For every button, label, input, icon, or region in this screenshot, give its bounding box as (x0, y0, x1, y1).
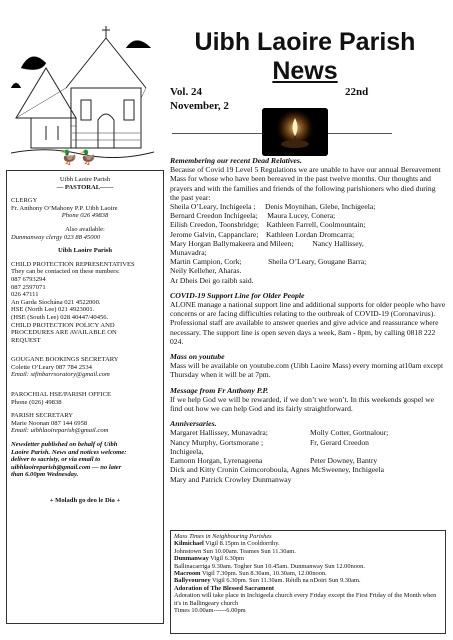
newsletter-line: Laoire Parish. News and notices welcome: (11, 448, 127, 456)
duck-ornament-icon: 🦆🦆 (60, 151, 99, 166)
title-line-2: News (272, 57, 338, 85)
clergy-name: Fr. Anthony O’Mahony P.P. Uibh Laoire (11, 204, 118, 212)
para-covid-support: ALONE manage a national support line and additional supports for older people who have concerns or are facing difficulties relating to the outbreak of COVID-19 (Coronavirus). Professional staff are available to answer queries and give advice and reassurance where necessary. The support line is open seven days a week, 8am - 8pm, by calling 0818 222 024. (170, 300, 446, 346)
adoration-text: Adoration will take place in Inchigeela church every Friday except the First Friday of the Month when it's in Ballingeary church (174, 592, 437, 607)
sidebar-parish: Uibh Laoire Parish (59, 176, 111, 183)
list-item: Martin Campion, Cork; Sheila O’Leary, Gougane Barra; (170, 257, 367, 267)
place-name: Ballyvourney (174, 577, 211, 585)
issue-number: 22nd (345, 86, 369, 98)
anniv-left: Dick and Kitty Cronin Ceimcoroboula, Agnes McSweeney, Inchigeela (170, 465, 384, 475)
anniv-left: Eamonn Horgan, Lyrenageena (170, 456, 263, 466)
place-times: Vigil 7.30pm. Sun 8.30am, 10.30am, 12.00noon. (200, 570, 327, 578)
office-label: PAROCHIAL HSE/PARISH OFFICE (11, 391, 112, 399)
list-item: Bernard Creedon Inchigeela; Maura Lucey, Conera; (170, 211, 336, 221)
gougane-label: GOUGANE BOOKINGS SECRETARY (11, 356, 119, 364)
adoration-heading: Adoration of The Blessed Sacrament (174, 584, 275, 592)
secretary-name: Marie Noonan 087 144 6958 (11, 419, 88, 427)
office-phone: Phone (026) 49838 (11, 398, 62, 406)
mass-times-box (170, 530, 446, 634)
issue-date: November, 2 (170, 100, 229, 112)
cp-line: (HSE (South Lee) 028 40447/40456. (11, 313, 109, 321)
sidebar-pastoral: — PASTORAL—— (56, 183, 114, 191)
mass-line (174, 555, 442, 562)
place-times: Vigil 6.30pm. Sun 11.30am. Réidh na nDoiri Sun 9.30am. (210, 577, 361, 585)
list-item: Eilish Creedon, Toonsbridge; Kathleen Farrell, Coolmountain; (170, 220, 366, 230)
deceased-list (170, 202, 446, 285)
anniv-right: Fr, Gerard Creedon (310, 437, 369, 447)
list-item: Ar Dheis Dei go raibh said. (170, 275, 254, 285)
newsletter-line: than 6.00pm Wednesday. (11, 471, 79, 479)
heading-message-fr: Message from Fr Anthony P.P. (170, 385, 269, 395)
secretary-label: PARISH SECRETARY (11, 412, 74, 420)
gougane-contact: Colette O’Leary 087 784 2534 (11, 363, 92, 371)
cp-line: 087 6793294 (11, 275, 46, 283)
anniv-left: Nancy Murphy, Gortsmorane ; (170, 437, 264, 447)
mass-line: Johnstown Sun 10.00am. Teames Sun 11.30am. (174, 547, 296, 555)
cp-line: CHILD PROTECTION POLICY AND (11, 321, 115, 329)
church-illustration (6, 8, 156, 158)
mass-line (174, 570, 442, 577)
cp-line: 026 47111 (11, 291, 39, 299)
newsletter-title (160, 28, 450, 86)
cp-line: They can be contacted on these numbers: (11, 268, 120, 276)
list-item (170, 438, 446, 447)
mass-line (174, 540, 442, 547)
list-item: Neily Kelleher, Aharas. (170, 266, 242, 276)
list-item: Munavadra; (170, 248, 207, 258)
child-protection-block (11, 261, 159, 345)
place-name: Macroom (174, 570, 201, 578)
blessing: + Moladh go deo le Dia + (49, 497, 121, 504)
newsletter-line: Newsletter published on behalf of Uibh (11, 441, 118, 449)
list-item (170, 428, 446, 437)
place-times: Vigil 6.30pm (208, 555, 244, 563)
anniv-left: Margaret Hallissey, Munavadra; (170, 428, 268, 438)
list-item (170, 465, 446, 474)
place-name: Kilmichael (174, 540, 204, 548)
cp-line: PROCEDURES ARE AVAILABLE ON (11, 329, 117, 337)
adoration-times: Times 10.00am------6.00pm (174, 607, 246, 615)
clergy-phone: Phone 026 49838 (61, 212, 109, 220)
title-line-1: Uibh Laoire Parish (194, 28, 416, 56)
heading-covid-support: COVID-19 Support Line for Older People (170, 290, 305, 300)
place-name: Dunmanway (174, 555, 209, 563)
cp-line: CHILD PROTECTION REPRESENTATIVES (11, 260, 135, 268)
newsletter-line: uibhlaoireparish@gmail.com — no later (11, 463, 122, 471)
cp-line: REQUEST (11, 336, 41, 344)
anniv-left: Mary and Patrick Crowley Dunmanway (170, 474, 292, 484)
main-column (170, 156, 446, 484)
sidebar-parish-2: Uibh Laoire Parish (57, 247, 113, 255)
mass-line (174, 577, 442, 584)
heading-dead-relatives: Remembering our recent Dead Relatives. (170, 156, 302, 165)
mass-times-heading: Mass Times in Neighbouring Parishes (174, 533, 272, 540)
heading-anniversaries: Anniversaries. (170, 419, 217, 429)
secretary-email[interactable]: Email: uibhlaoireparish@gmail.com (11, 427, 109, 435)
list-item: Sheila O’Leary, Inchigeela ; Denis Moynihan, Glebe, Inchigeela; (170, 202, 376, 212)
newsletter-note (11, 441, 159, 479)
heading-mass-youtube: Mass on youtube (170, 352, 225, 362)
para-bereavement: Because of Covid 19 Level 5 Regulations we are unable to have our annual Bereavement Mass for whose who have been bereaved in the past twelve months. Our thoughts and prayers and with the families and friends of the following parishioners who died during the past year: (170, 165, 441, 202)
list-item (170, 447, 446, 456)
clergy-label: CLERGY (11, 197, 38, 205)
anniversaries-list (170, 428, 446, 483)
anniv-left: Inchigeela, (170, 446, 204, 456)
list-item (170, 456, 446, 465)
gougane-email[interactable]: Email: stfinbarrsoratory@gmail.com (11, 371, 110, 379)
dunmanway-clergy: Dunmanway clergy 023 88 45000 (11, 233, 101, 241)
candle-icon (262, 108, 328, 156)
sidebar-panel (6, 170, 164, 624)
cp-line: An Garda Síochána 021 4522000. (11, 298, 101, 306)
volume-label: Vol. 24 (170, 86, 202, 98)
para-mass-youtube: Mass will be available on youtube.com (Uibh Laoire Mass) every morning at10am except Thursday when it will be at 7pm. (170, 361, 444, 380)
list-item (170, 475, 446, 484)
also-available: Also available: (65, 225, 105, 233)
para-message-fr: If we help God we will be rewarded, if we don’t we won’t. In this weekends gospel we find out how we can help God and its fairly straightforward. (170, 394, 434, 414)
list-item: Jerome Galvin, Cappanclare; Kathleen Lordan Dromcarra; (170, 229, 355, 239)
cp-line: HSE (North Lee) 021 4923001. (11, 306, 95, 314)
anniv-right: Molly Cotter, Gortnalour; (310, 428, 389, 438)
newsletter-line: deliver to sacristy, or via email to (11, 456, 101, 464)
list-item: Mary Horgan Ballymakeera and Mileen; Nancy Hallissey, (170, 238, 364, 248)
cp-line: 087 2597071 (11, 283, 46, 291)
place-times: Vigil 8.15pm in Cooldorrihy. (203, 540, 280, 548)
mass-line: Ballinacarriga 9.30am. Togher Sun 10.45am. Dunmanway Sun 12.00noon. (174, 562, 365, 570)
anniv-right: Peter Downey, Bantry (310, 456, 378, 466)
